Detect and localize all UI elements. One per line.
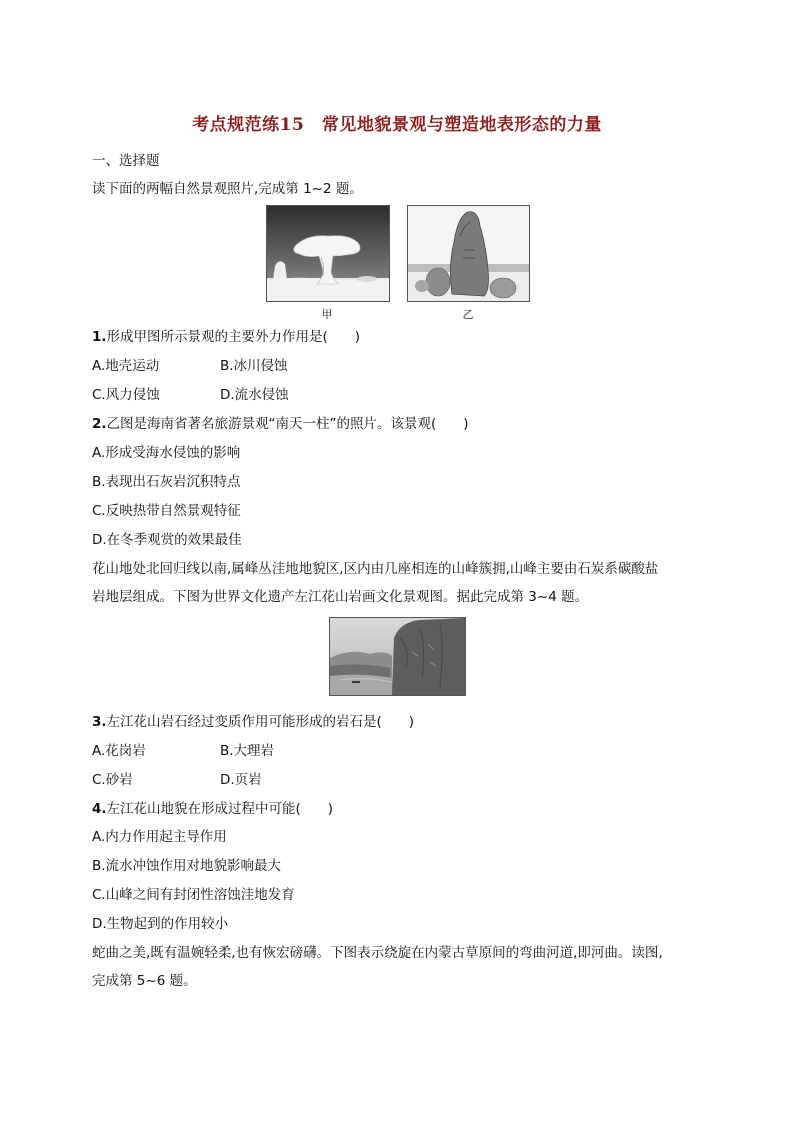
mushroom-rock-image — [267, 206, 389, 301]
q1-option-c: C.风力侵蚀 — [92, 387, 160, 403]
q2-option-b: B.表现出石灰岩沉积特点 — [92, 474, 241, 490]
q4-option-b: B.流水冲蚀作用对地貌影响最大 — [92, 858, 282, 874]
q2-option-c: C.反映热带自然景观特征 — [92, 503, 241, 519]
q1-option-b: B.冰川侵蚀 — [220, 358, 288, 374]
intro-text-2-line-2: 岩地层组成。下图为世界文化遗产左江花山岩画文化景观图。据此完成第 3~4 题。 — [92, 589, 589, 605]
q1-option-a: A.地壳运动 — [92, 358, 160, 374]
question-3 — [92, 713, 414, 731]
question-number: 2. — [92, 416, 107, 432]
intro-text-2-line-1: 花山地处北回归线以南,属峰丛洼地地貌区,区内由几座相连的山峰簇拥,山峰主要由石炭系碳酸盐 — [92, 561, 659, 577]
question-stem: 左江花山地貌在形成过程中可能( ) — [106, 801, 334, 817]
question-1 — [92, 328, 360, 346]
question-stem: 左江花山岩石经过变质作用可能形成的岩石是( ) — [106, 714, 415, 730]
question-number: 3. — [92, 714, 107, 730]
huashan-cliff-image — [330, 618, 465, 695]
q4-option-c: C.山峰之间有封闭性溶蚀洼地发育 — [92, 887, 295, 903]
q3-option-d: D.页岩 — [220, 772, 262, 788]
q2-option-d: D.在冬季观赏的效果最佳 — [92, 532, 242, 548]
q2-option-a: A.形成受海水侵蚀的影响 — [92, 445, 241, 461]
question-stem: 形成甲图所示景观的主要外力作用是( ) — [106, 329, 361, 345]
q3-option-c: C.砂岩 — [92, 772, 133, 788]
caption-jia: 甲 — [321, 308, 333, 321]
intro-text-1: 读下面的两幅自然景观照片,完成第 1~2 题。 — [92, 181, 363, 197]
page-title: 考点规范练15 常见地貌景观与塑造地表形态的力量 — [192, 115, 602, 135]
intro-text-3-line-1: 蛇曲之美,既有温婉轻柔,也有恢宏磅礴。下图表示绕旋在内蒙古草原间的弯曲河道,即河曲。读图, — [92, 945, 663, 961]
question-2 — [92, 415, 469, 433]
intro-text-3-line-2: 完成第 5~6 题。 — [92, 973, 197, 989]
q4-option-a: A.内力作用起主导作用 — [92, 829, 227, 845]
photo-yi — [407, 205, 530, 302]
q4-option-d: D.生物起到的作用较小 — [92, 916, 229, 932]
photo-huashan — [329, 617, 466, 696]
question-4 — [92, 800, 333, 818]
photo-jia — [266, 205, 390, 302]
question-number: 1. — [92, 329, 107, 345]
question-number: 4. — [92, 801, 107, 817]
q3-option-b: B.大理岩 — [220, 743, 275, 759]
question-stem: 乙图是海南省著名旅游景观“南天一柱”的照片。该景观( ) — [106, 416, 469, 432]
rock-pillar-image — [408, 206, 529, 301]
q1-option-d: D.流水侵蚀 — [220, 387, 289, 403]
q3-option-a: A.花岗岩 — [92, 743, 146, 759]
section-heading: 一、选择题 — [92, 153, 160, 169]
caption-yi: 乙 — [462, 308, 474, 321]
